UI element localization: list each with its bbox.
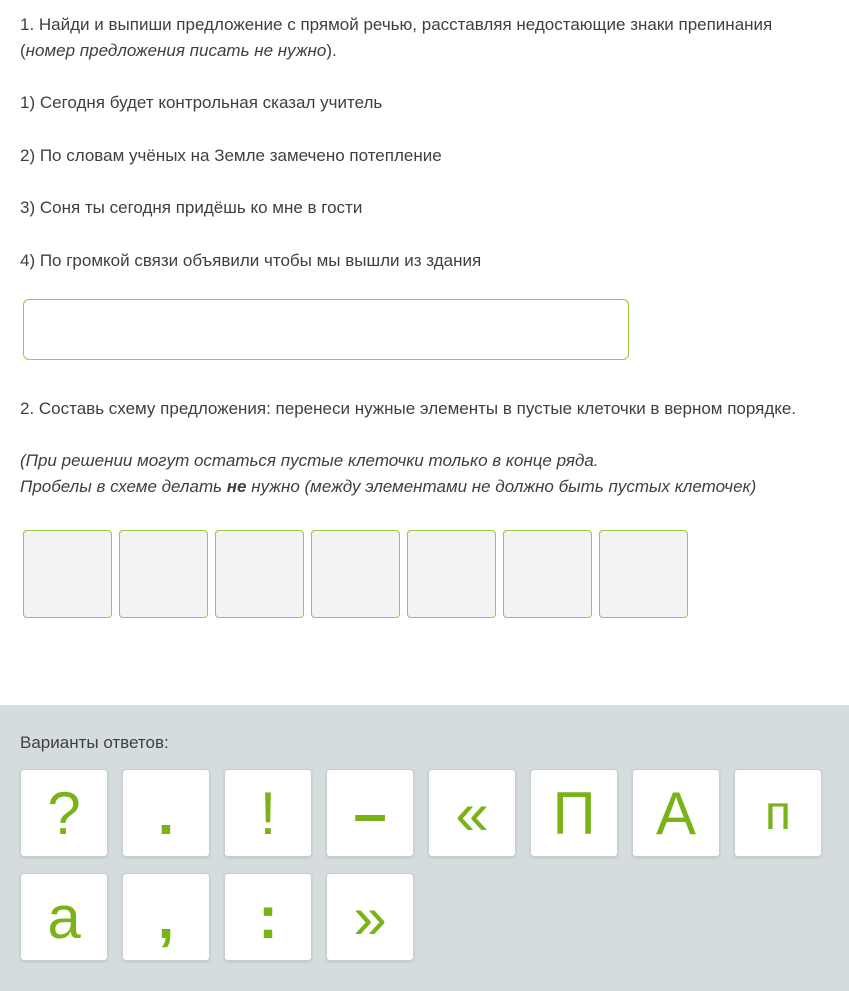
scheme-slot-2[interactable] bbox=[119, 530, 208, 618]
tile-lowercase-a[interactable]: а bbox=[20, 873, 108, 961]
scheme-slot-6[interactable] bbox=[503, 530, 592, 618]
task2-note-line-1: (При решении могут остаться пустые клеточки только в конце ряда. bbox=[20, 451, 599, 470]
task2-note-part-b: нужно (между элементами не должно быть пустых клеточек) bbox=[246, 477, 757, 496]
task1-option-3: 3) Соня ты сегодня придёшь ко мне в гости bbox=[20, 198, 363, 217]
tile-question-mark[interactable]: ? bbox=[20, 769, 108, 857]
task2-note-part-a: Пробелы в схеме делать bbox=[20, 477, 227, 496]
task1-answer-input[interactable] bbox=[23, 299, 629, 360]
tile-dash[interactable]: – bbox=[326, 769, 414, 857]
scheme-slot-5[interactable] bbox=[407, 530, 496, 618]
task1-option-2: 2) По словам учёных на Земле замечено потепление bbox=[20, 146, 442, 165]
tile-period[interactable]: . bbox=[122, 769, 210, 857]
tile-open-quote[interactable]: « bbox=[428, 769, 516, 857]
scheme-slot-1[interactable] bbox=[23, 530, 112, 618]
task2-title: 2. Составь схему предложения: перенеси нужные элементы в пустые клеточки в верном порядке. bbox=[20, 399, 797, 418]
answer-variants-panel bbox=[0, 705, 849, 991]
tile-capital-a[interactable]: А bbox=[632, 769, 720, 857]
tile-capital-p[interactable]: П bbox=[530, 769, 618, 857]
answer-tiles bbox=[20, 769, 830, 961]
tile-colon[interactable]: : bbox=[224, 873, 312, 961]
task2-note-line-2 bbox=[20, 474, 829, 500]
tile-close-quote[interactable]: » bbox=[326, 873, 414, 961]
tile-exclamation[interactable]: ! bbox=[224, 769, 312, 857]
scheme-slot-4[interactable] bbox=[311, 530, 400, 618]
task1-title-italic: номер предложения писать не нужно bbox=[25, 41, 327, 60]
scheme-slot-7[interactable] bbox=[599, 530, 688, 618]
tile-lowercase-p[interactable]: п bbox=[734, 769, 822, 857]
scheme-slot-3[interactable] bbox=[215, 530, 304, 618]
task2-note-emphasis: не bbox=[226, 477, 247, 496]
task1-option-1: 1) Сегодня будет контрольная сказал учитель bbox=[20, 93, 383, 112]
task1-option-4: 4) По громкой связи объявили чтобы мы вышли из здания bbox=[20, 251, 482, 270]
task1-title-end: ). bbox=[326, 41, 337, 60]
task1-title-main: 1. Найди и выпиши предложение с прямой речью, расставляя недостающие знаки препинания ( bbox=[20, 15, 773, 60]
answer-variants-label: Варианты ответов: bbox=[20, 733, 169, 752]
task1-title bbox=[20, 12, 829, 64]
tile-comma[interactable]: , bbox=[122, 873, 210, 961]
scheme-slots bbox=[23, 530, 688, 618]
